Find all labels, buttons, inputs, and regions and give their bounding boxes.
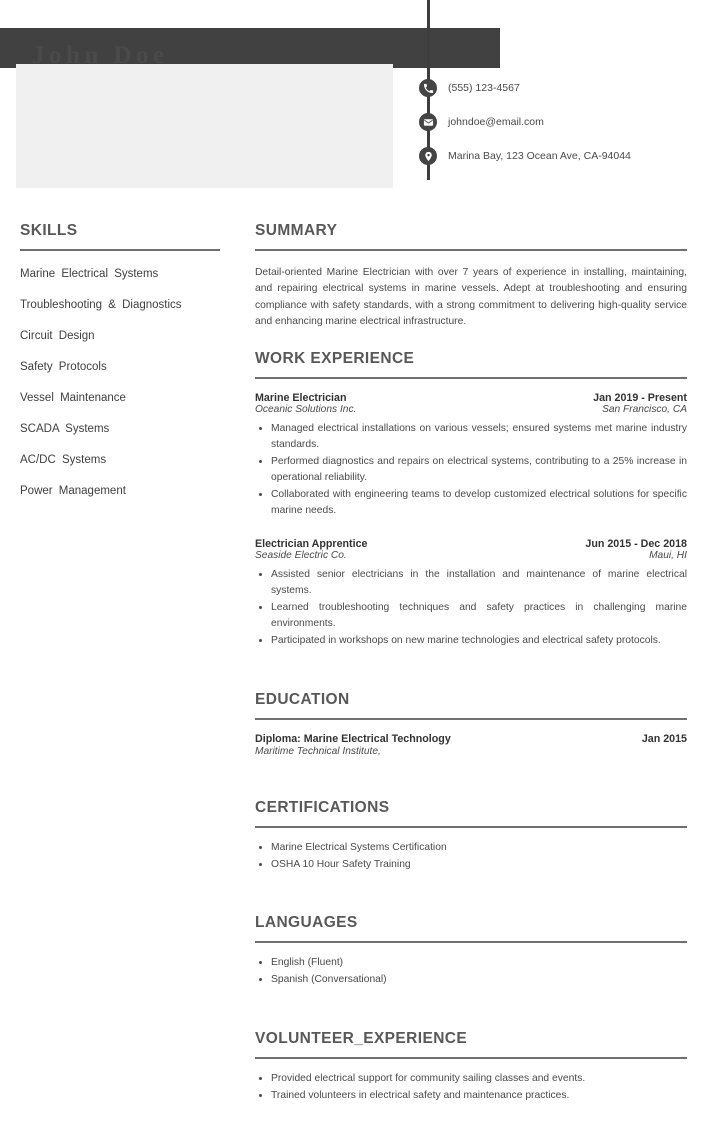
education-entry <box>255 733 687 757</box>
education-school: Maritime Technical Institute, <box>255 745 381 757</box>
section-rule-education <box>255 718 687 720</box>
list-item: Provided electrical support for community sailing classes and events. <box>255 1071 687 1087</box>
list-item: Spanish (Conversational) <box>255 972 687 988</box>
section-title-certifications: CERTIFICATIONS <box>255 798 390 816</box>
spacer <box>255 669 687 691</box>
education-degree: Diploma: Marine Electrical Technology <box>255 732 451 745</box>
contact-row-phone <box>419 79 631 97</box>
section-rule-languages <box>255 941 687 943</box>
sidebar-column <box>20 222 220 517</box>
skill-list <box>20 268 220 497</box>
experience-bullets <box>255 567 687 649</box>
list-item: Participated in workshops on new marine technologies and electrical safety protocols. <box>255 633 687 649</box>
experience-date: Jan 2019 - Present <box>593 392 687 405</box>
section-work-experience <box>255 350 687 648</box>
envelope-icon <box>419 113 437 131</box>
spacer <box>255 777 687 799</box>
section-rule-certifications <box>255 826 687 828</box>
section-rule-volunteer-experience <box>255 1057 687 1059</box>
section-title-work-experience: WORK EXPERIENCE <box>255 350 415 368</box>
contact-text-email: johndoe@email.com <box>448 116 544 128</box>
experience-subheader-row <box>255 404 687 415</box>
list-item: English (Fluent) <box>255 955 687 971</box>
experience-bullets <box>255 421 687 519</box>
section-rule-summary <box>255 249 687 251</box>
main-column <box>255 222 687 1124</box>
certification-list <box>255 840 687 873</box>
contact-text-phone: (555) 123-4567 <box>448 82 520 94</box>
section-languages <box>255 914 687 988</box>
list-item: SCADA Systems <box>20 423 110 435</box>
list-item: Collaborated with engineering teams to develop customized electrical solutions for specific marine needs. <box>255 487 687 519</box>
section-rule-skills <box>20 249 220 251</box>
experience-entry <box>255 392 687 519</box>
experience-header-row <box>255 392 687 404</box>
list-item: Learned troubleshooting techniques and safety practices in challenging marine environments. <box>255 600 687 632</box>
experience-entry <box>255 538 687 649</box>
list-item: Safety Protocols <box>20 361 107 373</box>
experience-subheader-row <box>255 550 687 561</box>
list-item: Assisted senior electricians in the installation and maintenance of marine electrical systems. <box>255 567 687 599</box>
education-date: Jan 2015 <box>641 732 687 745</box>
list-item: Vessel Maintenance <box>20 392 126 404</box>
list-item: Marine Electrical Systems <box>20 268 159 280</box>
page-title: John Doe <box>32 42 169 69</box>
list-item: Troubleshooting & Diagnostics <box>20 299 182 311</box>
section-volunteer-experience <box>255 1030 687 1104</box>
name-panel <box>16 64 393 188</box>
section-certifications <box>255 799 687 873</box>
section-skills <box>20 222 220 497</box>
volunteer-list <box>255 1071 687 1104</box>
section-title-skills: SKILLS <box>20 222 78 239</box>
contact-row-email <box>419 113 631 131</box>
list-item: AC/DC Systems <box>20 454 107 466</box>
experience-company: Seaside Electric Co. <box>255 549 347 561</box>
experience-company: Oceanic Solutions Inc. <box>255 404 357 416</box>
list-item: Circuit Design <box>20 330 95 342</box>
contact-list <box>419 79 631 181</box>
summary-text: Detail-oriented Marine Electrician with over 7 years of experience in installing, maintaining, and repairing electrical systems in marine vessels. Adept at troubleshooting and ensuring compliance with safety standards, with a strong commitment to delivering high-quality service and enhancing marine electrical infrastructure. <box>255 267 687 327</box>
experience-header-row <box>255 538 687 550</box>
section-title-summary: SUMMARY <box>255 222 338 239</box>
spacer <box>255 892 687 914</box>
section-summary <box>255 222 687 330</box>
section-education <box>255 691 687 757</box>
contact-text-address: Marina Bay, 123 Ocean Ave, CA-94044 <box>448 150 631 162</box>
experience-role: Marine Electrician <box>255 392 347 405</box>
list-item: Managed electrical installations on various vessels; ensured systems met marine industry standards. <box>255 421 687 453</box>
section-title-volunteer-experience: VOLUNTEER_EXPERIENCE <box>255 1030 468 1048</box>
section-rule-work-experience <box>255 377 687 379</box>
section-title-languages: LANGUAGES <box>255 914 358 932</box>
list-item: Power Management <box>20 485 126 497</box>
list-item: Marine Electrical Systems Certification <box>255 840 687 856</box>
resume-header <box>0 0 708 210</box>
location-pin-icon <box>419 147 437 165</box>
experience-date: Jun 2015 - Dec 2018 <box>585 537 687 550</box>
list-item: Trained volunteers in electrical safety and maintenance practices. <box>255 1088 687 1104</box>
contact-row-address <box>419 147 631 165</box>
list-item: OSHA 10 Hour Safety Training <box>255 857 687 873</box>
section-title-education: EDUCATION <box>255 690 350 708</box>
list-item: Performed diagnostics and repairs on electrical systems, contributing to a 25% increase in operational reliability. <box>255 454 687 486</box>
experience-location: San Francisco, CA <box>602 404 687 416</box>
language-list <box>255 955 687 988</box>
experience-location: Maui, HI <box>649 549 687 561</box>
experience-role: Electrician Apprentice <box>255 537 368 550</box>
education-header-row <box>255 733 687 745</box>
spacer <box>255 1008 687 1030</box>
phone-icon <box>419 79 437 97</box>
